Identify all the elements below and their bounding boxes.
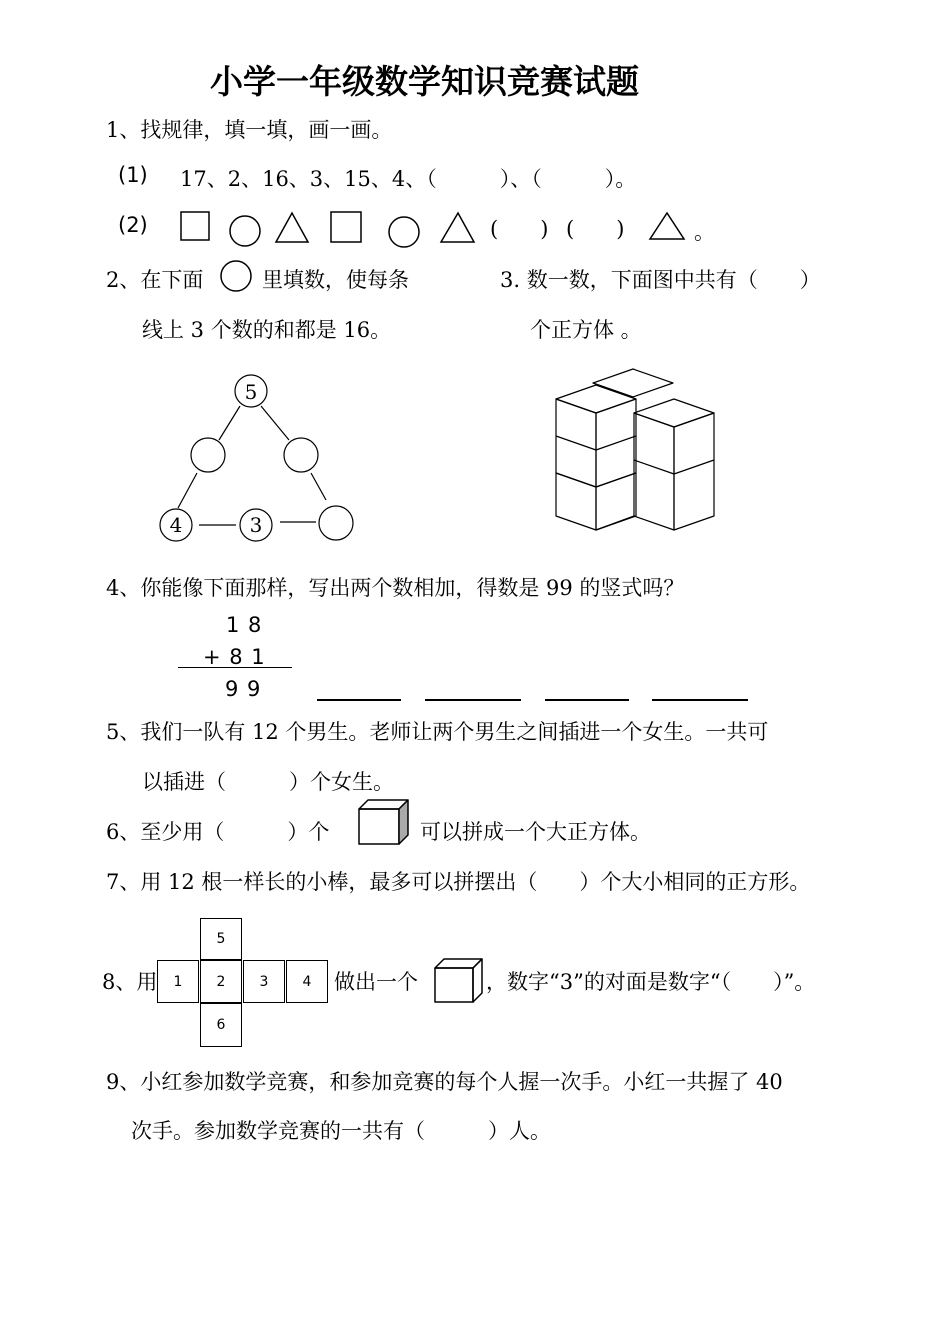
net-face-6: 6: [200, 1003, 242, 1047]
net-face-2: 2: [200, 960, 242, 1003]
question-5-line1: 5、我们一队有 12 个男生。老师让两个男生之间插进一个女生。一共可: [106, 720, 769, 744]
question-1-part1-sequence: 17、2、16、3、15、4、（ ）、（ ）。: [180, 167, 637, 191]
addend-bottom: + 8 1: [203, 645, 266, 669]
question-4-text: 4、你能像下面那样，写出两个数相加，得数是 99 的竖式吗？: [106, 576, 685, 600]
number-triangle-diagram: [150, 368, 370, 548]
pattern-blank-2: ( ): [566, 217, 625, 241]
page-title: 小学一年级数学知识竞赛试题: [210, 62, 639, 101]
circle-top-number: 5: [244, 380, 258, 404]
net-face-1: 1: [157, 960, 199, 1003]
net-face-3: 3: [243, 960, 285, 1003]
question-6-text-a: 6、至少用（ ）个: [106, 820, 330, 844]
answer-blank-2[interactable]: [425, 699, 521, 701]
square-shape: [331, 212, 361, 242]
question-1-part1-label: (1): [118, 163, 148, 187]
question-3-line1: 3. 数一数，下面图中共有（ ）: [500, 268, 821, 292]
answer-blank-4[interactable]: [652, 699, 748, 701]
net-face-5: 5: [200, 918, 242, 960]
circle-shape: [230, 216, 260, 246]
answer-blank-3[interactable]: [545, 699, 629, 701]
question-7-text: 7、用 12 根一样长的小棒，最多可以拼摆出（ ）个大小相同的正方形。: [106, 870, 811, 894]
question-2-text-b: 里填数，使每条: [262, 268, 409, 292]
circle-left: [191, 438, 225, 472]
small-cube-icon: [356, 796, 408, 846]
circle-right: [284, 438, 318, 472]
sum-result: 9 9: [225, 677, 262, 701]
square-shape: [181, 212, 209, 240]
circle-bottom-middle-number: 3: [249, 513, 263, 537]
circle-bottom-left-number: 4: [169, 513, 183, 537]
question-8-text-c: ，数字“3”的对面是数字“（ ）”。: [486, 970, 816, 994]
pattern-end: 。: [694, 220, 715, 244]
answer-blank-1[interactable]: [317, 699, 401, 701]
circle-bottom-right: [319, 506, 353, 540]
question-3-line2: 个正方体 。: [530, 318, 642, 342]
cube-icon: [432, 955, 484, 1005]
question-8-text-b: 做出一个: [334, 970, 418, 994]
question-2-line2: 线上 3 个数的和都是 16。: [142, 318, 392, 342]
question-8-text-a: 8、用: [102, 970, 158, 994]
question-1-part2-label: (2): [118, 213, 148, 237]
cube-net: [157, 918, 330, 1048]
pattern-blank-1: ( ): [490, 217, 549, 241]
circle-icon: [220, 259, 254, 293]
triangle-shape: [441, 213, 474, 242]
question-1-text: 1、找规律，填一填，画一画。: [106, 118, 393, 142]
sum-line: [178, 667, 292, 668]
net-face-4: 4: [286, 960, 328, 1003]
cube-stack-diagram: [550, 365, 720, 535]
circle-shape: [389, 217, 419, 247]
triangle-shape: [276, 213, 308, 242]
triangle-shape: [650, 213, 684, 239]
question-9-line2: 次手。参加数学竞赛的一共有（ ）人。: [131, 1119, 551, 1143]
question-6-text-b: 可以拼成一个大正方体。: [420, 820, 651, 844]
addend-top: 1 8: [226, 613, 263, 637]
question-2-text-a: 2、在下面: [106, 268, 204, 292]
question-9-line1: 9、小红参加数学竞赛，和参加竞赛的每个人握一次手。小红一共握了 40: [106, 1070, 783, 1094]
question-5-line2: 以插进（ ）个女生。: [142, 770, 394, 794]
